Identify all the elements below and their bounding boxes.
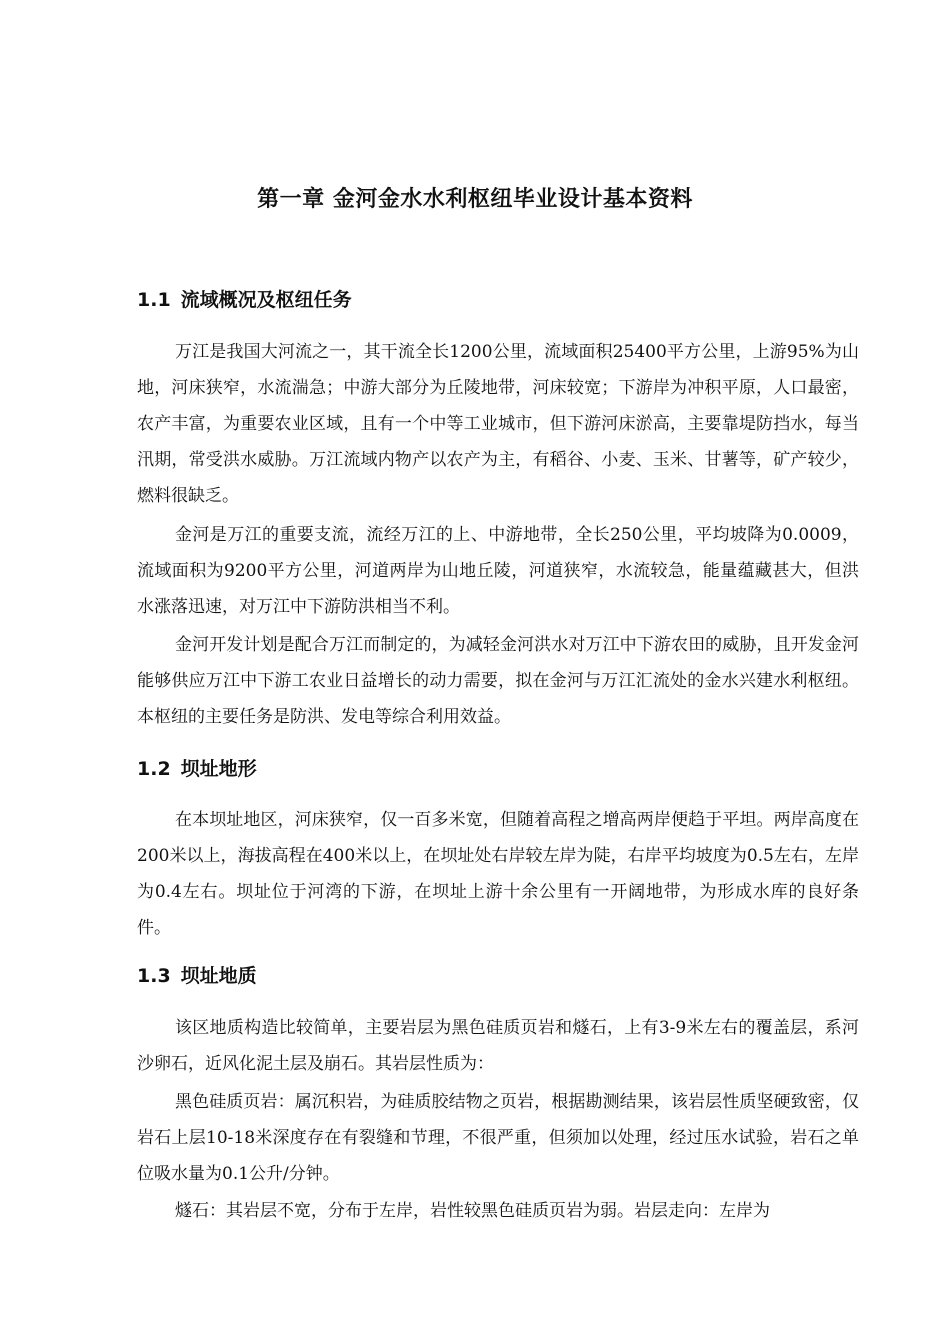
paragraph: 黑色硅质页岩：属沉积岩，为硅质胶结物之页岩，根据勘测结果，该岩层性质坚硬致密，仅岩石上层10-18米深度存在有裂缝和节理，不很严重，但须加以处理，经过压水试验，岩石之单位吸水量为0.1公升/分钟。 — [137, 1092, 859, 1184]
paragraph: 该区地质构造比较简单，主要岩层为黑色硅质页岩和燧石，上有3-9米左右的覆盖层，系河沙卵石，近风化泥土层及崩石。其岩层性质为： — [137, 1018, 859, 1074]
section-title: 坝址地质 — [180, 965, 257, 987]
paragraph: 燧石：其岩层不宽，分布于左岸，岩性较黑色硅质页岩为弱。岩层走向：左岸为 — [175, 1201, 770, 1221]
section-heading-1-1 — [137, 286, 352, 314]
paragraph: 金河是万江的重要支流，流经万江的上、中游地带，全长250公里，平均坡降为0.0009，流域面积为9200平方公里，河道两岸为山地丘陵，河道狭窄，水流较急，能量蕴藏甚大，但洪水涨落迅速，对万江中下游防洪相当不利。 — [137, 525, 859, 617]
section-number: 1.2 — [137, 758, 171, 780]
section-title: 流域概况及枢纽任务 — [180, 289, 352, 311]
section-number: 1.1 — [137, 289, 171, 311]
paragraph: 金河开发计划是配合万江而制定的，为减轻金河洪水对万江中下游农田的威胁，且开发金河能够供应万江中下游工农业日益增长的动力需要，拟在金河与万江汇流处的金水兴建水利枢纽。本枢纽的主要任务是防洪、发电等综合利用效益。 — [137, 635, 859, 727]
paragraph: 在本坝址地区，河床狭窄，仅一百多米宽，但随着高程之增高两岸便趋于平坦。两岸高度在200米以上，海拔高程在400米以上，在坝址处右岸较左岸为陡，右岸平均坡度为0.5左右，左岸为0.4左右。坝址位于河湾的下游，在坝址上游十余公里有一开阔地带，为形成水库的良好条件。 — [137, 810, 859, 938]
section-title: 坝址地形 — [180, 758, 257, 780]
chapter-title: 第一章 金河金水水利枢纽毕业设计基本资料 — [257, 187, 693, 212]
paragraph: 万江是我国大河流之一，其干流全长1200公里，流域面积25400平方公里，上游95%为山地，河床狭窄，水流湍急；中游大部分为丘陵地带，河床较宽；下游岸为冲积平原，人口最密，农产丰富，为重要农业区域，且有一个中等工业城市，但下游河床淤高，主要靠堤防挡水，每当汛期，常受洪水威胁。万江流域内物产以农产为主，有稻谷、小麦、玉米、甘薯等，矿产较少，燃料很缺乏。 — [137, 342, 859, 506]
section-number: 1.3 — [137, 965, 171, 987]
section-heading-1-2 — [137, 755, 257, 783]
section-heading-1-3 — [137, 962, 257, 990]
